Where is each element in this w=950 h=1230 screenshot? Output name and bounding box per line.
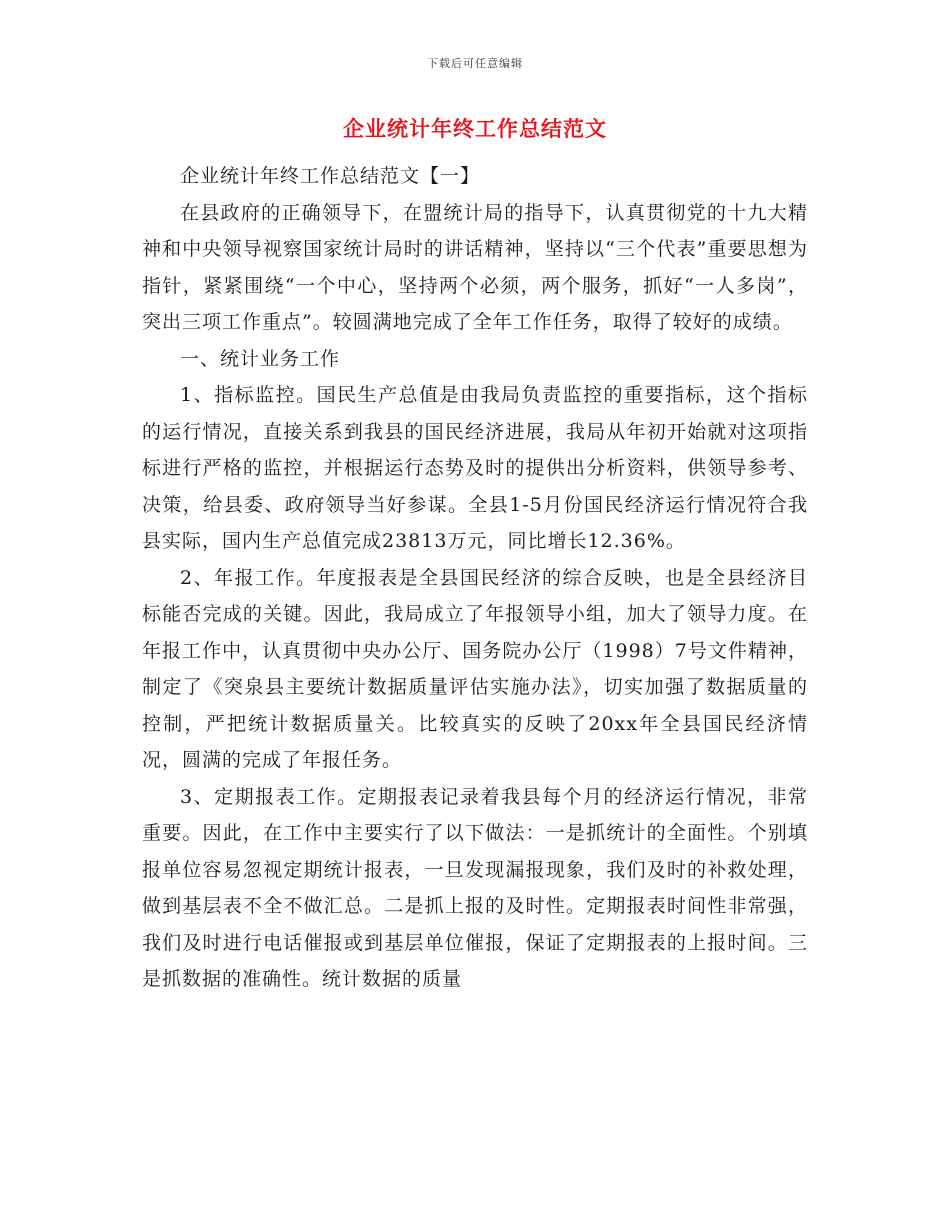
paragraph-periodic-report: 3、定期报表工作。定期报表记录着我县每个月的经济运行情况，非常重要。因此，在工作中主要实行了以下做法：一是抓统计的全面性。个别填报单位容易忽视定期统计报表，一旦发现漏报现象，我们及时的补救处理，做到基层表不全不做汇总。二是抓上报的及时性。定期报表时间性非常强，我们及时进行电话催报或到基层单位催报，保证了定期报表的上报时间。三是抓数据的准确性。统计数据的质量	[142, 785, 808, 990]
page-header-note: 下载后可任意编辑	[427, 57, 523, 70]
section-heading: 企业统计年终工作总结范文【一】	[180, 165, 481, 187]
section-subheading: 一、统计业务工作	[180, 347, 341, 370]
document-title: 企业统计年终工作总结范文	[343, 116, 607, 141]
document-body	[142, 158, 808, 998]
intro-paragraph: 在县政府的正确领导下，在盟统计局的指导下，认真贯彻党的十九大精神和中央领导视察国家统计局时的讲话精神，坚持以“三个代表”重要思想为指针，紧紧围绕“一个中心，坚持两个必须，两个服务，抓好“一人多岗”，突出三项工作重点”。较圆满地完成了全年工作任务，取得了较好的成绩。	[142, 201, 808, 333]
paragraph-annual-report: 2、年报工作。年度报表是全县国民经济的综合反映，也是全县经济目标能否完成的关键。因此，我局成立了年报领导小组，加大了领导力度。在年报工作中，认真贯彻中央办公厅、国务院办公厅（1998）7号文件精神，制定了《突泉县主要统计数据质量评估实施办法》，切实加强了数据质量的控制，严把统计数据质量关。比较真实的反映了20xx年全县国民经济情况，圆满的完成了年报任务。	[142, 566, 808, 771]
paragraph-indicator-monitoring: 1、指标监控。国民生产总值是由我局负责监控的重要指标，这个指标的运行情况，直接关系到我县的国民经济进展，我局从年初开始就对这项指标进行严格的监控，并根据运行态势及时的提供出分析资料，供领导参考、决策，给县委、政府领导当好参谋。全县1-5月份国民经济运行情况符合我县实际，国内生产总值完成23813万元，同比增长12.36%。	[142, 384, 808, 552]
